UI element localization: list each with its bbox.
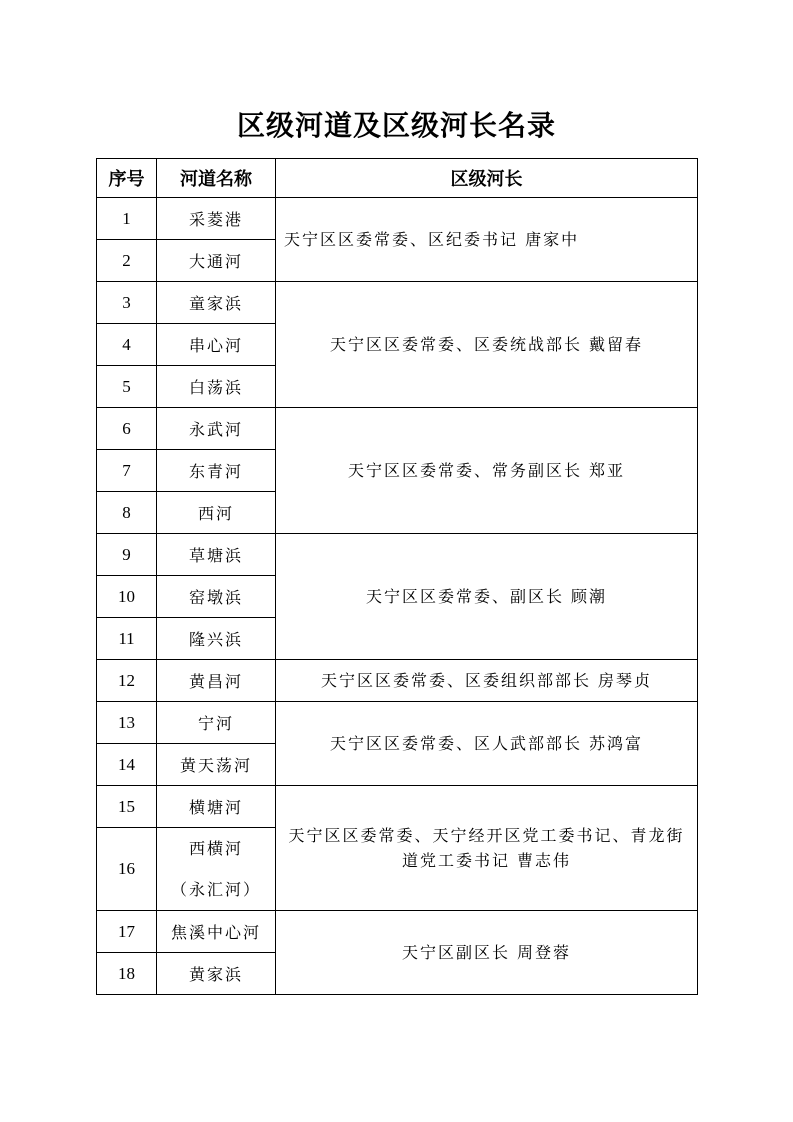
river-cell: 西河 [157,492,276,534]
river-cell: 串心河 [157,324,276,366]
leader-cell: 天宁区区委常委、区委组织部部长 房琴贞 [276,660,698,702]
seq-cell: 9 [97,534,157,576]
river-name: 西横河 [188,839,243,858]
header-river: 河道名称 [157,159,276,198]
leader-cell: 天宁区区委常委、副区长 顾潮 [276,534,698,660]
river-cell: 隆兴浜 [157,618,276,660]
seq-cell: 12 [97,660,157,702]
river-cell: 焦溪中心河 [157,911,276,953]
page-title: 区级河道及区级河长名录 [236,109,556,142]
leader-cell: 天宁区区委常委、区委统战部长 戴留春 [276,282,698,408]
river-cell: 采菱港 [157,198,276,240]
river-cell: 宁河 [157,702,276,744]
seq-cell: 5 [97,366,157,408]
table-row [97,702,698,744]
leader-cell: 天宁区区委常委、区纪委书记 唐家中 [276,198,698,282]
river-cell: 黄昌河 [157,660,276,702]
leader-cell: 天宁区副区长 周登蓉 [276,911,698,995]
river-cell: 童家浜 [157,282,276,324]
seq-cell: 10 [97,576,157,618]
river-cell [157,828,276,911]
header-leader: 区级河长 [276,159,698,198]
table-row [97,534,698,576]
table-row [97,660,698,702]
seq-cell: 1 [97,198,157,240]
seq-cell: 18 [97,953,157,995]
river-cell: 东青河 [157,450,276,492]
seq-cell: 14 [97,744,157,786]
table-row [97,282,698,324]
table-row [97,786,698,828]
leader-cell: 天宁区区委常委、区人武部部长 苏鸿富 [276,702,698,786]
table-row [97,408,698,450]
seq-cell: 3 [97,282,157,324]
seq-cell: 13 [97,702,157,744]
leader-cell: 天宁区区委常委、天宁经开区党工委书记、青龙街道党工委书记 曹志伟 [276,786,698,911]
river-alias: （永汇河） [170,880,261,899]
river-cell: 窑墩浜 [157,576,276,618]
river-cell: 永武河 [157,408,276,450]
seq-cell: 8 [97,492,157,534]
seq-cell: 4 [97,324,157,366]
river-cell: 横塘河 [157,786,276,828]
seq-cell: 15 [97,786,157,828]
seq-cell: 16 [97,828,157,911]
seq-cell: 7 [97,450,157,492]
seq-cell: 17 [97,911,157,953]
table-row [97,198,698,240]
leader-cell: 天宁区区委常委、常务副区长 郑亚 [276,408,698,534]
river-cell: 白荡浜 [157,366,276,408]
header-seq: 序号 [97,159,157,198]
river-cell: 草塘浜 [157,534,276,576]
river-cell: 黄天荡河 [157,744,276,786]
river-cell: 黄家浜 [157,953,276,995]
seq-cell: 6 [97,408,157,450]
table-row [97,911,698,953]
seq-cell: 11 [97,618,157,660]
river-chief-table [96,158,698,995]
river-cell: 大通河 [157,240,276,282]
table-header-row [97,159,698,198]
seq-cell: 2 [97,240,157,282]
